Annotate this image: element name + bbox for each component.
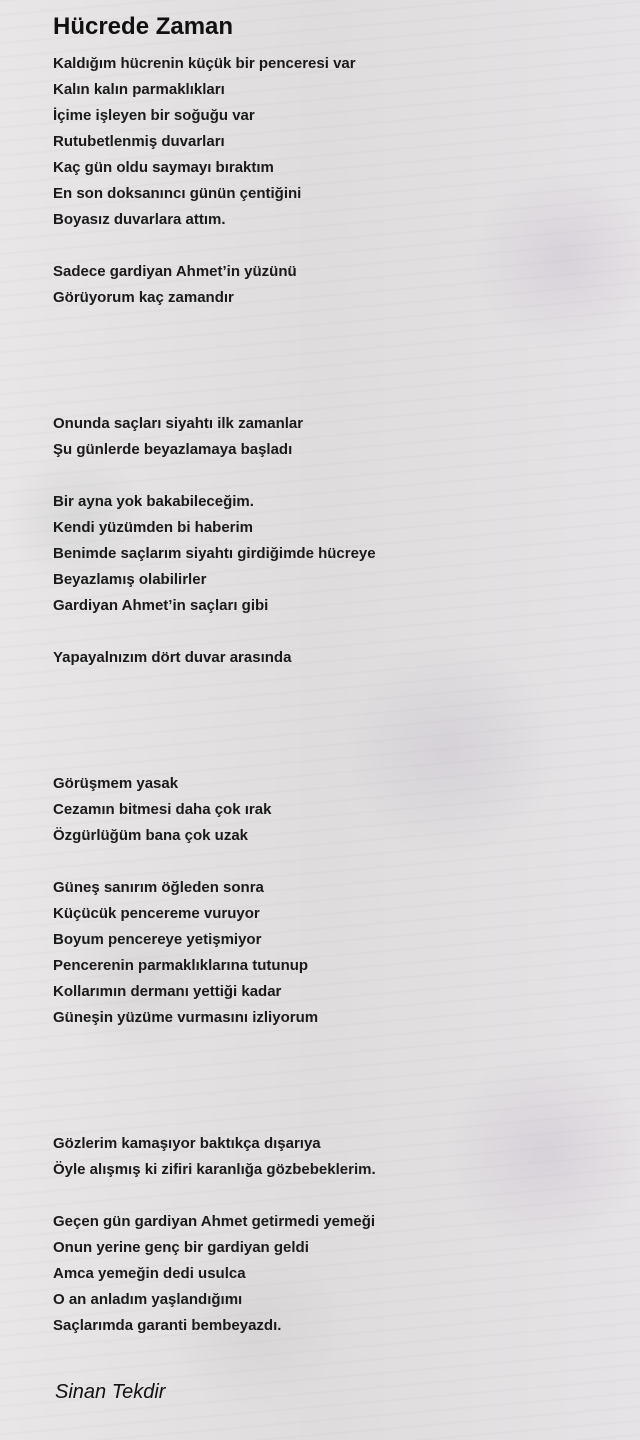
poem-line: Gardiyan Ahmet’in saçları gibi <box>53 597 269 614</box>
poem-line: Saçlarımda garanti bembeyazdı. <box>53 1317 282 1334</box>
poem-line: Onun yerine genç bir gardiyan geldi <box>53 1239 309 1256</box>
stanza-gap <box>53 849 623 875</box>
poem-line: Boyasız duvarlara attım. <box>53 211 226 228</box>
poem-line: Amca yemeğin dedi usulca <box>53 1265 246 1282</box>
poem-line: En son doksanıncı günün çentiğini <box>53 185 302 202</box>
poem-line: Kendi yüzümden bi haberim <box>53 519 254 536</box>
poem-line: Boyum pencereye yetişmiyor <box>53 931 262 948</box>
stanza-gap <box>53 463 623 489</box>
poem-line: Özgürlüğüm bana çok uzak <box>53 827 249 844</box>
section-gap <box>53 671 623 771</box>
poem-line: Sadece gardiyan Ahmet’in yüzünü <box>53 263 297 280</box>
section-gap <box>53 1031 623 1131</box>
stanza <box>53 645 623 671</box>
stanza <box>53 51 623 233</box>
stanza-gap <box>53 1183 623 1209</box>
stanza <box>53 771 623 849</box>
poem-line: Kaç gün oldu saymayı bıraktım <box>53 159 274 176</box>
poem-line: Görüyorum kaç zamandır <box>53 289 234 306</box>
poem-author: Sinan Tekdir <box>55 1381 166 1403</box>
poem-line: Güneş sanırım öğleden sonra <box>53 879 264 896</box>
poem-line: Beyazlamış olabilirler <box>53 571 207 588</box>
poem-line: Pencerenin parmaklıklarına tutunup <box>53 957 309 974</box>
poem-line: O an anladım yaşlandığımı <box>53 1291 243 1308</box>
poem-line: Bir ayna yok bakabileceğim. <box>53 493 254 510</box>
stanza <box>53 1131 623 1183</box>
stanza <box>53 489 623 619</box>
stanza <box>53 1209 623 1339</box>
poem-line: Yapayalnızım dört duvar arasında <box>53 649 292 666</box>
poem-line: Geçen gün gardiyan Ahmet getirmedi yemeği <box>53 1213 376 1230</box>
poem-line: Kalın kalın parmaklıkları <box>53 81 225 98</box>
stanza-gap <box>53 233 623 259</box>
stanza <box>53 259 623 311</box>
poem-line: Öyle alışmış ki zifiri karanlığa gözbebeklerim. <box>53 1161 376 1178</box>
poem-line: Görüşmem yasak <box>53 775 179 792</box>
stanza <box>53 411 623 463</box>
poem-line: Cezamın bitmesi daha çok ırak <box>53 801 272 818</box>
poem-line: Benimde saçlarım siyahtı girdiğimde hücreye <box>53 545 376 562</box>
poem-line: Şu günlerde beyazlamaya başladı <box>53 441 293 458</box>
poem-title: Hücrede Zaman <box>53 13 234 40</box>
poem-line: Rutubetlenmiş duvarları <box>53 133 225 150</box>
poem-line: İçime işleyen bir soğuğu var <box>53 107 255 124</box>
section-gap <box>53 311 623 411</box>
poem-line: Güneşin yüzüme vurmasını izliyorum <box>53 1009 319 1026</box>
poem-line: Gözlerim kamaşıyor baktıkça dışarıya <box>53 1135 321 1152</box>
stanza-gap <box>53 619 623 645</box>
poem-line: Küçücük pencereme vuruyor <box>53 905 260 922</box>
stanza <box>53 875 623 1031</box>
poem-body <box>53 51 623 1339</box>
poem-line: Kaldığım hücrenin küçük bir penceresi var <box>53 55 356 72</box>
poem-line: Kollarımın dermanı yettiği kadar <box>53 983 282 1000</box>
poem-line: Onunda saçları siyahtı ilk zamanlar <box>53 415 304 432</box>
